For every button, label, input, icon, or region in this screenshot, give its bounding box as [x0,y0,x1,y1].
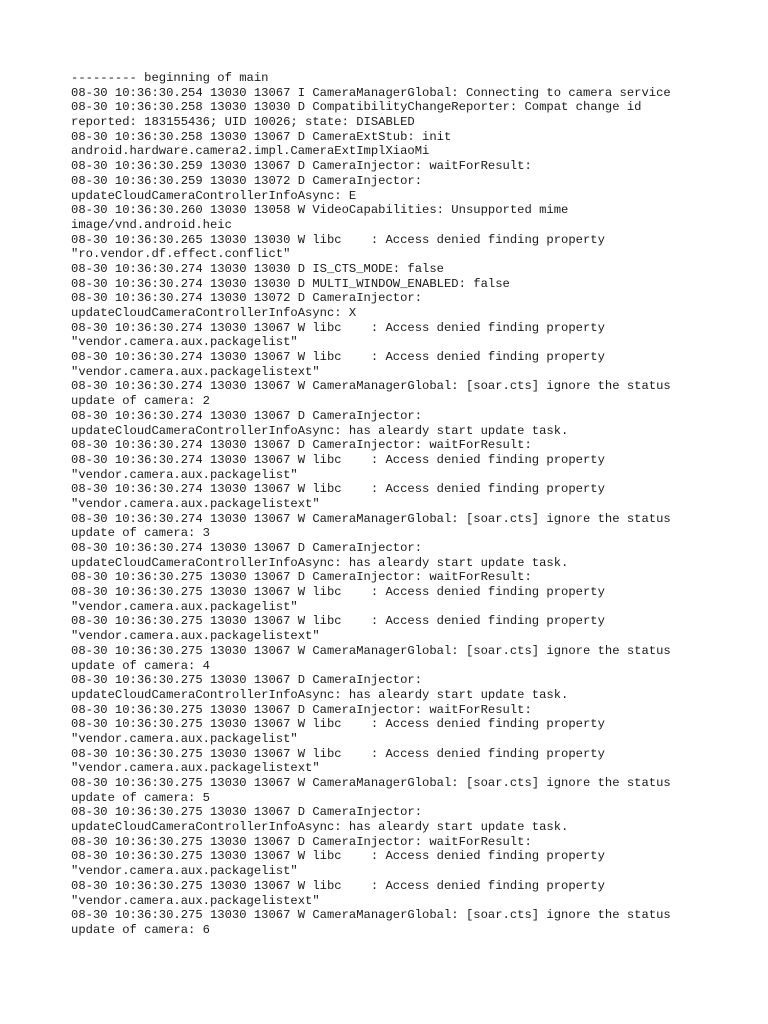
log-line: 08-30 10:36:30.275 13030 13067 W libc : Access denied finding property [71,614,605,629]
log-line: 08-30 10:36:30.274 13030 13067 W CameraManagerGlobal: [soar.cts] ignore the status [71,379,671,394]
log-line: 08-30 10:36:30.274 13030 13067 D CameraInjector: [71,541,423,555]
log-line: 08-30 10:36:30.275 13030 13067 D CameraInjector: [71,673,423,688]
log-line: update of camera: 2 [71,394,210,409]
log-line: "vendor.camera.aux.packagelist" [71,864,298,879]
log-line: updateCloudCameraControllerInfoAsync: has aleardy start update task. [71,687,569,702]
log-line: "vendor.camera.aux.packagelistext" [71,364,320,379]
log-line: image/vnd.android.heic [71,217,232,232]
log-line: 08-30 10:36:30.258 13030 13030 D CompatibilityChangeReporter: Compat change id [71,100,642,115]
log-line: "vendor.camera.aux.packagelist" [71,599,298,614]
log-line: 08-30 10:36:30.274 13030 13067 W libc : Access denied finding property [71,452,605,467]
log-line: 08-30 10:36:30.275 13030 13067 W libc : Access denied finding property [71,585,605,600]
log-line: 08-30 10:36:30.275 13030 13067 D CameraInjector: [71,805,423,820]
log-line: 08-30 10:36:30.274 13030 13067 W libc : Access denied finding property [71,482,605,497]
log-line: 08-30 10:36:30.275 13030 13067 W libc : Access denied finding property [71,849,605,864]
log-line: 08-30 10:36:30.275 13030 13067 W CameraManagerGlobal: [soar.cts] ignore the status [71,908,671,923]
log-line: "vendor.camera.aux.packagelistext" [71,893,320,908]
log-line: 08-30 10:36:30.275 13030 13067 W CameraManagerGlobal: [soar.cts] ignore the status [71,776,671,790]
log-line: updateCloudCameraControllerInfoAsync: E [71,188,357,203]
log-line: "vendor.camera.aux.packagelistext" [71,761,320,776]
log-line: 08-30 10:36:30.274 13030 13072 D CameraInjector: [71,291,423,306]
log-line: updateCloudCameraControllerInfoAsync: X [71,306,357,320]
log-line: update of camera: 4 [71,658,210,673]
log-line: 08-30 10:36:30.274 13030 13067 D CameraInjector: waitForResult: [71,438,532,453]
log-line: 08-30 10:36:30.265 13030 13030 W libc : Access denied finding property [71,232,605,247]
log-output [71,71,721,938]
log-line: "vendor.camera.aux.packagelist" [71,335,298,350]
log-line: 08-30 10:36:30.275 13030 13067 W libc : Access denied finding property [71,878,605,893]
log-line: update of camera: 5 [71,790,210,805]
log-line: 08-30 10:36:30.258 13030 13067 D CameraExtStub: init [71,129,452,144]
log-line: "vendor.camera.aux.packagelist" [71,467,298,482]
log-line: --------- beginning of main [71,71,269,85]
log-line: 08-30 10:36:30.259 13030 13067 D CameraInjector: waitForResult: [71,159,532,174]
log-line: updateCloudCameraControllerInfoAsync: has aleardy start update task. [71,423,569,438]
log-line: 08-30 10:36:30.274 13030 13030 D IS_CTS_MODE: false [71,261,444,276]
log-line: 08-30 10:36:30.254 13030 13067 I CameraManagerGlobal: Connecting to camera service [71,85,671,100]
log-line: 08-30 10:36:30.274 13030 13030 D MULTI_WINDOW_ENABLED: false [71,276,510,291]
log-line: 08-30 10:36:30.274 13030 13067 W libc : Access denied finding property [71,320,605,335]
log-line: "vendor.camera.aux.packagelist" [71,731,298,746]
log-line: 08-30 10:36:30.274 13030 13067 W CameraManagerGlobal: [soar.cts] ignore the status [71,511,671,526]
log-line: "vendor.camera.aux.packagelistext" [71,496,320,511]
log-line: updateCloudCameraControllerInfoAsync: has aleardy start update task. [71,820,569,835]
log-line: 08-30 10:36:30.260 13030 13058 W VideoCapabilities: Unsupported mime [71,203,569,218]
log-line: 08-30 10:36:30.274 13030 13067 D CameraInjector: [71,408,423,423]
log-line: update of camera: 6 [71,922,210,937]
log-line: 08-30 10:36:30.274 13030 13067 W libc : Access denied finding property [71,350,605,365]
log-line: 08-30 10:36:30.275 13030 13067 D CameraInjector: waitForResult: [71,834,532,849]
log-line: 08-30 10:36:30.259 13030 13072 D CameraInjector: [71,173,423,188]
log-line: 08-30 10:36:30.275 13030 13067 W libc : Access denied finding property [71,746,605,761]
log-line: reported: 183155436; UID 10026; state: DISABLED [71,115,415,130]
log-line: updateCloudCameraControllerInfoAsync: has aleardy start update task. [71,555,569,570]
log-line: 08-30 10:36:30.275 13030 13067 W CameraManagerGlobal: [soar.cts] ignore the status [71,643,671,658]
log-line: 08-30 10:36:30.275 13030 13067 D CameraInjector: waitForResult: [71,570,532,585]
log-line: "vendor.camera.aux.packagelistext" [71,629,320,644]
log-line: 08-30 10:36:30.275 13030 13067 W libc : Access denied finding property [71,717,605,732]
log-line: 08-30 10:36:30.275 13030 13067 D CameraInjector: waitForResult: [71,702,532,717]
log-line: android.hardware.camera2.impl.CameraExtImplXiaoMi [71,144,430,159]
log-line: update of camera: 3 [71,526,210,541]
log-line: "ro.vendor.df.effect.conflict" [71,247,291,262]
